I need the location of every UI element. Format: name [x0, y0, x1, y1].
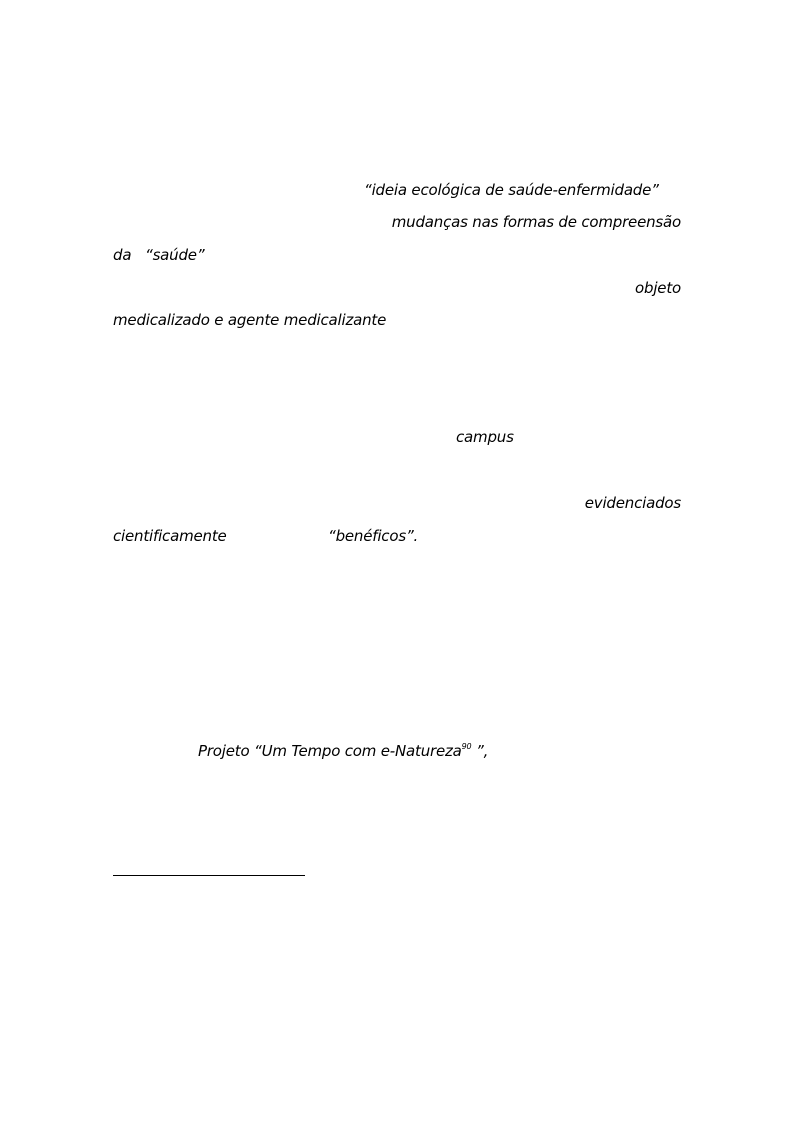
footnote-separator [113, 875, 305, 876]
text-da: da [113, 246, 132, 264]
text-projeto [198, 741, 488, 761]
text-ideia-ecologica: “ideia ecológica de saúde-enfermidade” [364, 181, 659, 199]
text-beneficos: “benéficos”. [328, 527, 419, 545]
text-medicalizado: medicalizado e agente medicalizante [113, 311, 387, 329]
footnote-reference: 90 [461, 742, 472, 751]
text-campus: campus [456, 428, 514, 446]
text-projeto-title: Projeto “Um Tempo com e-Natureza [198, 742, 462, 760]
text-saude: “saúde” [145, 246, 205, 264]
text-cientificamente: cientificamente [113, 527, 227, 545]
text-objeto: objeto [635, 279, 681, 297]
text-projeto-end: ”, [471, 742, 489, 760]
text-mudancas: mudanças nas formas de compreensão [391, 213, 681, 231]
text-evidenciados: evidenciados [584, 494, 681, 512]
